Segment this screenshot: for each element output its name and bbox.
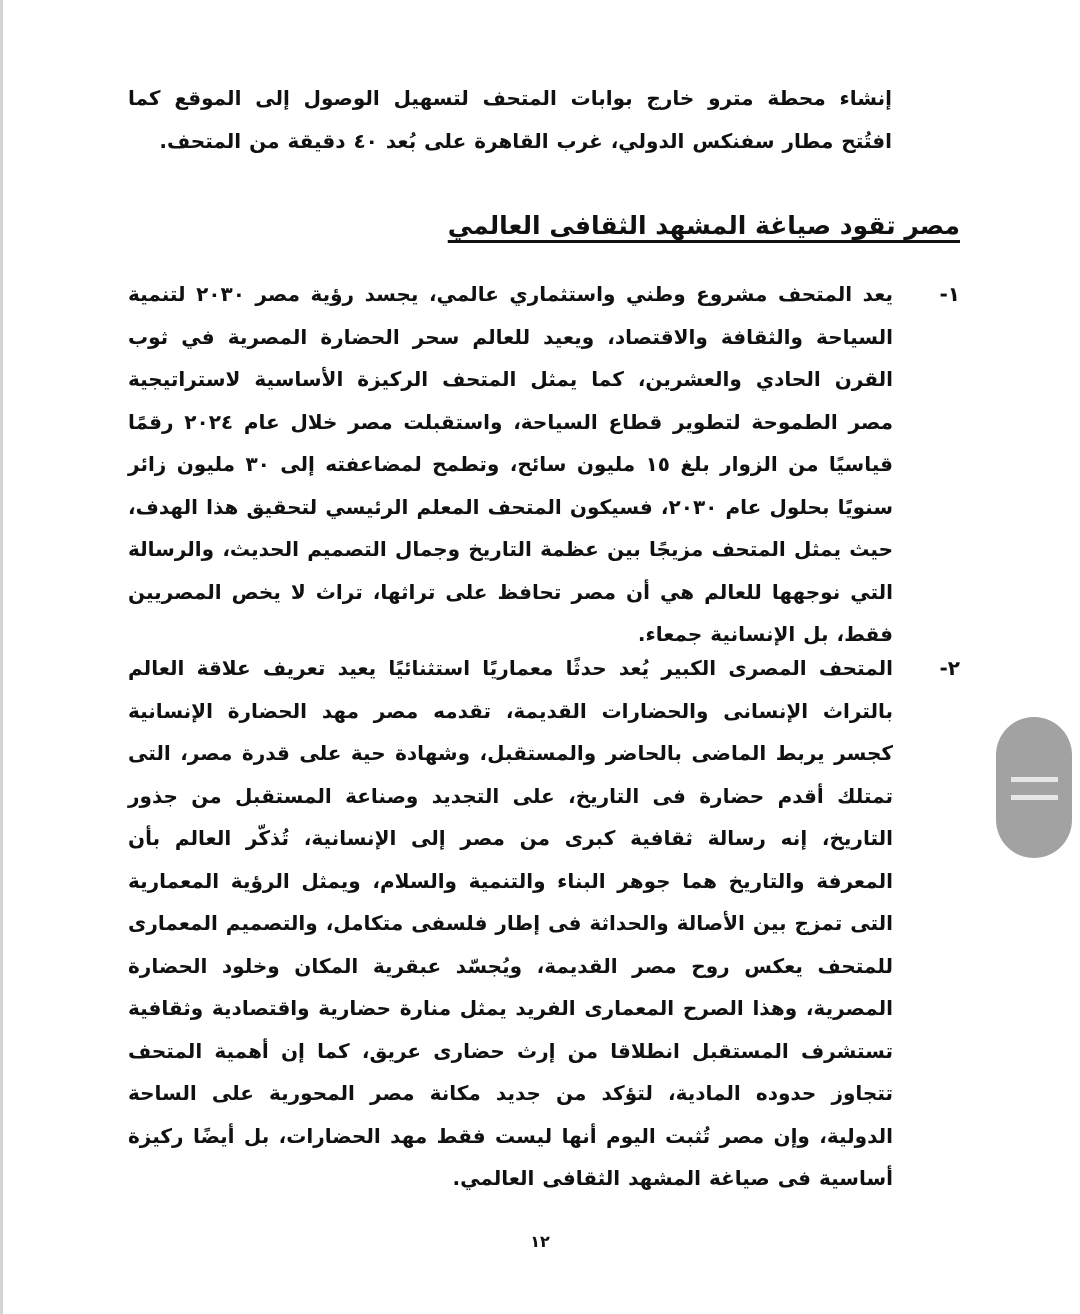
list-item-text: المتحف المصرى الكبير يُعد حدثًا معماريًا استثنائيًا يعيد تعريف علاقة العالم بالتراث الإنسانى والحضارات القديمة، تقدمه مصر مهد الحضارة الإنسانية كجسر يربط الماضى بالحاضر والمستقبل، وشهادة حية على قدرة مصر، التى تمتلك أقدم حضارة فى التاريخ، على التجديد وصناعة المستقبل من جذور التاريخ، إنه رسالة ثقافية كبرى من مصر إلى الإنسانية، تُذكّر العالم بأن المعرفة والتاريخ هما جوهر البناء والتنمية والسلام، ويمثل الرؤية المعمارية التى تمزج بين الأصالة والحداثة فى إطار فلسفى متكامل، والتصميم المعمارى للمتحف يعكس روح مصر القديمة، ويُجسّد عبقرية المكان وخلود الحضارة المصرية، وهذا الصرح المعمارى الفريد يمثل منارة حضارية واقتصادية وثقافية تستشرف المستقبل انطلاقا من إرث حضارى عريق، كما إن أهمية المتحف تتجاوز حدوده المادية، لتؤكد من جديد مكانة مصر المحورية على الساحة الدولية، وإن مصر تُثبت اليوم أنها ليست فقط مهد الحضارات، بل أيضًا ركيزة أساسية فى صياغة المشهد الثقافى العالمي. [128,656,893,1190]
list-item-text: يعد المتحف مشروع وطني واستثماري عالمي، يجسد رؤية مصر ٢٠٣٠ لتنمية السياحة والثقافة والاقتصاد، ويعيد للعالم سحر الحضارة المصرية في ثوب القرن الحادي والعشرين، كما يمثل المتحف الركيزة الأساسية لاستراتيجية مصر الطموحة لتطوير قطاع السياحة، واستقبلت مصر خلال عام ٢٠٢٤ رقمًا قياسيًا من الزوار بلغ ١٥ مليون سائح، وتطمح لمضاعفته إلى ٣٠ مليون زائر سنويًا بحلول عام ٢٠٣٠، فسيكون المتحف المعلم الرئيسي لتحقيق هذا الهدف، حيث يمثل المتحف مزيجًا بين عظمة التاريخ وجمال التصميم الحديث، والرسالة التي نوجهها للعالم هي أن مصر تحافظ على تراثها، تراث لا يخص المصريين فقط، بل الإنسانية جمعاء. [128,282,893,646]
list-item-number: ١- [939,282,960,306]
intro-paragraph: إنشاء محطة مترو خارج بوابات المتحف لتسهيل الوصول إلى الموقع كما افتُتح مطار سفنكس الدولي، غرب القاهرة على بُعد ٤٠ دقيقة من المتحف. [128,86,892,153]
page-number: ١٢ [530,1232,550,1251]
grip-line [1011,795,1058,800]
grip-line [1011,777,1058,782]
list-item-number: ٢- [939,656,960,680]
section-heading: مصر تقود صياغة المشهد الثقافى العالمي [447,211,960,240]
scroll-handle[interactable] [996,717,1072,858]
